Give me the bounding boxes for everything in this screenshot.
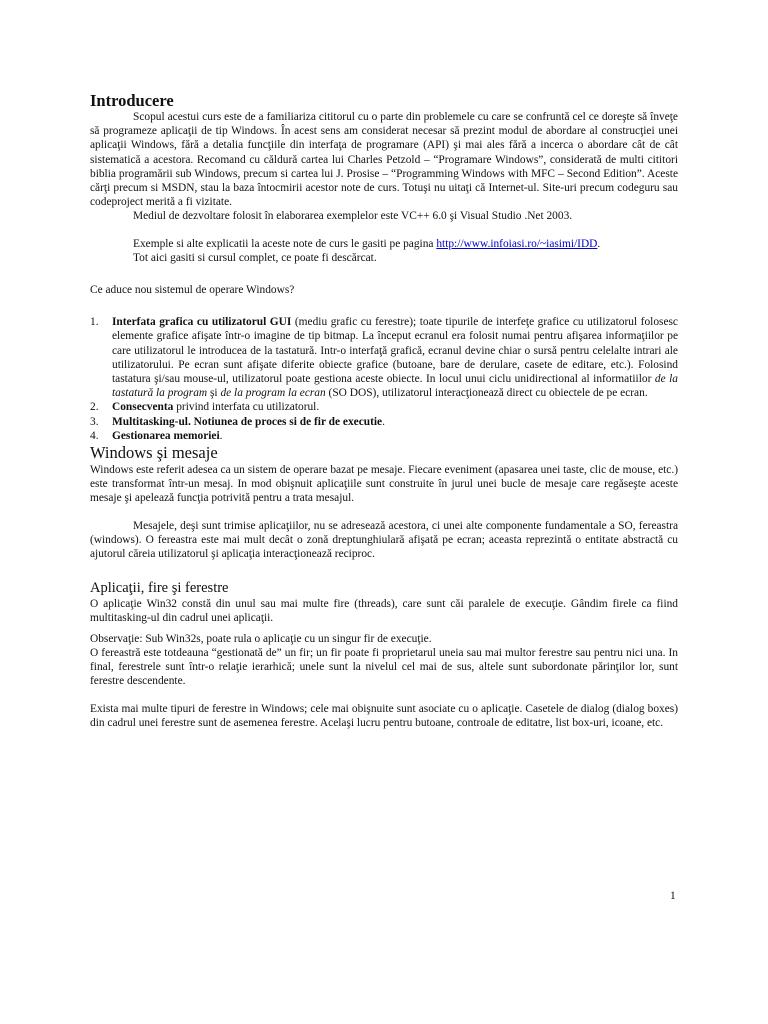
page-number: 1 bbox=[670, 890, 676, 902]
windows-paragraph-2: Mesajele, deşi sunt trimise aplicaţiilor, nu se adresează acestora, ci unei alte componente fundamentale a SO, fereastra (windows). O fereastra este mai mult decât o zonă dreptunghiulară afişată pe ecran; aceasta reprezintă o entitate abstractă cu ajutorul căreia utilizatorul şi aplicaţia interacţionează reciproc. bbox=[90, 519, 678, 561]
list-item-text: şi bbox=[207, 387, 221, 400]
apps-paragraph-4: Exista mai multe tipuri de ferestre in Windows; cele mai obişnuite sunt asociate cu o aplicaţie. Casetele de dialog (dialog boxes) din cadrul unei ferestre sunt de asemenea ferestre. Acelaşi lucru pentru butoane, controale de editatre, list box-uri, icoane, etc. bbox=[90, 702, 678, 729]
list-item bbox=[90, 429, 678, 443]
intro-paragraph-2: Mediul de dezvoltare folosit în elaborarea exemplelor este VC++ 6.0 şi Visual Studio .Net 2003. bbox=[133, 210, 573, 223]
list-item-number: 3. bbox=[90, 415, 99, 428]
question-line: Ce aduce nou sistemul de operare Windows? bbox=[90, 284, 295, 297]
list-item-bold: Interfata grafica cu utilizatorul GUI bbox=[112, 316, 292, 329]
list-item-text: . bbox=[382, 415, 385, 428]
list-item-italic: de la program la ecran bbox=[220, 387, 326, 400]
list-item-text: . bbox=[219, 429, 223, 442]
list-item-bold: Consecventa bbox=[112, 401, 174, 414]
apps-paragraph-3: O fereastră este totdeauna “gestionată de” un fir; un fir poate fi proprietarul uneia sau mai multor ferestre sau pentru nici una. In final, ferestrele sunt într-o relaţie ierarhică; unele sunt la nivelul cel mai de sus, altele sunt subordonate părinţilor lor, sunt ferestre descendente. bbox=[90, 646, 678, 688]
section-title-aplicatii: Aplicaţii, fire şi ferestre bbox=[90, 580, 229, 597]
list-item bbox=[90, 415, 678, 429]
list-item-bold: Multitasking-ul. Notiunea de proces si de fir de executie bbox=[112, 415, 383, 428]
intro-paragraph-1: Scopul acestui curs este de a familiariza cititorul cu o parte din problemele cu care se confruntă cel ce doreşte să înveţe să programeze aplicaţii de tip Windows. În acest sens am considerat necesar să prezint modul de abordare al construcţiei unei aplicaţii Windows, fără a detalia funcţiile din interfaţa de programare (API) şi mai ales fără a incerca o abordare cât de cât sistematică a acestora. Recomand cu căldură cartea lui Charles Petzold – “Programare Windows”, considerată de multi cititori biblia programării sub Windows, precum si cartea lui J. Prosise – “Programming Windows with MFC – Second Edition”. Aceste cărţi precum si MSDN, stau la baza întocmirii acestor note de curs. Totuşi nu uitaţi că Internet-ul. Site-uri precum codeguru sau codeproject merită a fi vizitate. bbox=[90, 111, 678, 209]
intro-paragraph-3-end: . bbox=[597, 237, 601, 250]
apps-paragraph-1: O aplicaţie Win32 constă din unul sau mai multe fire (threads), care sunt căi paralele de execuţie. Gândim firele ca fiind multitasking-ul din cadrul unei aplicaţii. bbox=[90, 598, 678, 625]
intro-paragraph-4: Tot aici gasiti si cursul complet, ce poate fi descărcat. bbox=[133, 251, 377, 264]
list-item bbox=[90, 315, 678, 400]
intro-paragraph-3 bbox=[90, 237, 678, 251]
list-item-text: (SO DOS), utilizatorul interacţionează direct cu obiectele de pe ecran. bbox=[325, 387, 648, 400]
list-item-number: 2. bbox=[90, 401, 99, 414]
list-item-bold: Gestionarea memoriei bbox=[112, 429, 220, 442]
features-list bbox=[90, 315, 678, 443]
list-item-number: 4. bbox=[90, 429, 99, 442]
list-item-text: (mediu grafic cu ferestre); toate tipurile de interfeţe grafice cu utilizatorul folosesc elemente grafice afişate într-o imagine de tip bitmap. La început ecranul era folosit numai pentru afişarea informaţiilor pe care utilizatorul le introducea de la tastatură. Intr-o interfaţă grafică, ecranul devine chiar o sursă pentru celelalte intrari ale utilizatorului. Pe ecran sunt afişate diferite obiecte grafice (butoane, bare de derulare, casete de editare, etc.). Folosind tastatura şi/sau mouse-ul, utilizatorul poate gestiona aceste obiecte. In locul unui ciclu unidirectional al informatiilor bbox=[112, 316, 678, 386]
apps-paragraph-2: Observaţie: Sub Win32s, poate rula o aplicaţie cu un singur fir de execuţie. bbox=[90, 632, 432, 645]
course-page-link[interactable]: http://www.infoiasi.ro/~iasimi/IDD bbox=[436, 237, 598, 250]
intro-paragraph-3-text: Exemple si alte explicatii la aceste note de curs le gasiti pe pagina bbox=[133, 237, 437, 250]
windows-paragraph-1: Windows este referit adesea ca un sistem de operare bazat pe mesaje. Fiecare eveniment (apasarea unei taste, clic de mouse, etc.) este transformat într-un mesaj. In mod obişnuit aplicaţiile sunt construite în jurul unei bucle de mesaje care regăseşte aceste mesaje şi apelează funcţia potrivită pentru a trata mesajul. bbox=[90, 464, 678, 505]
section-title-windows-mesaje: Windows şi mesaje bbox=[90, 443, 218, 463]
section-title-introducere: Introducere bbox=[90, 91, 174, 110]
list-item-text: privind interfata cu utilizatorul. bbox=[173, 401, 320, 414]
list-item bbox=[90, 400, 678, 414]
list-item-number: 1. bbox=[90, 316, 99, 329]
document-page bbox=[90, 92, 678, 730]
list-item-italic: de la tastatură la program bbox=[112, 373, 678, 400]
